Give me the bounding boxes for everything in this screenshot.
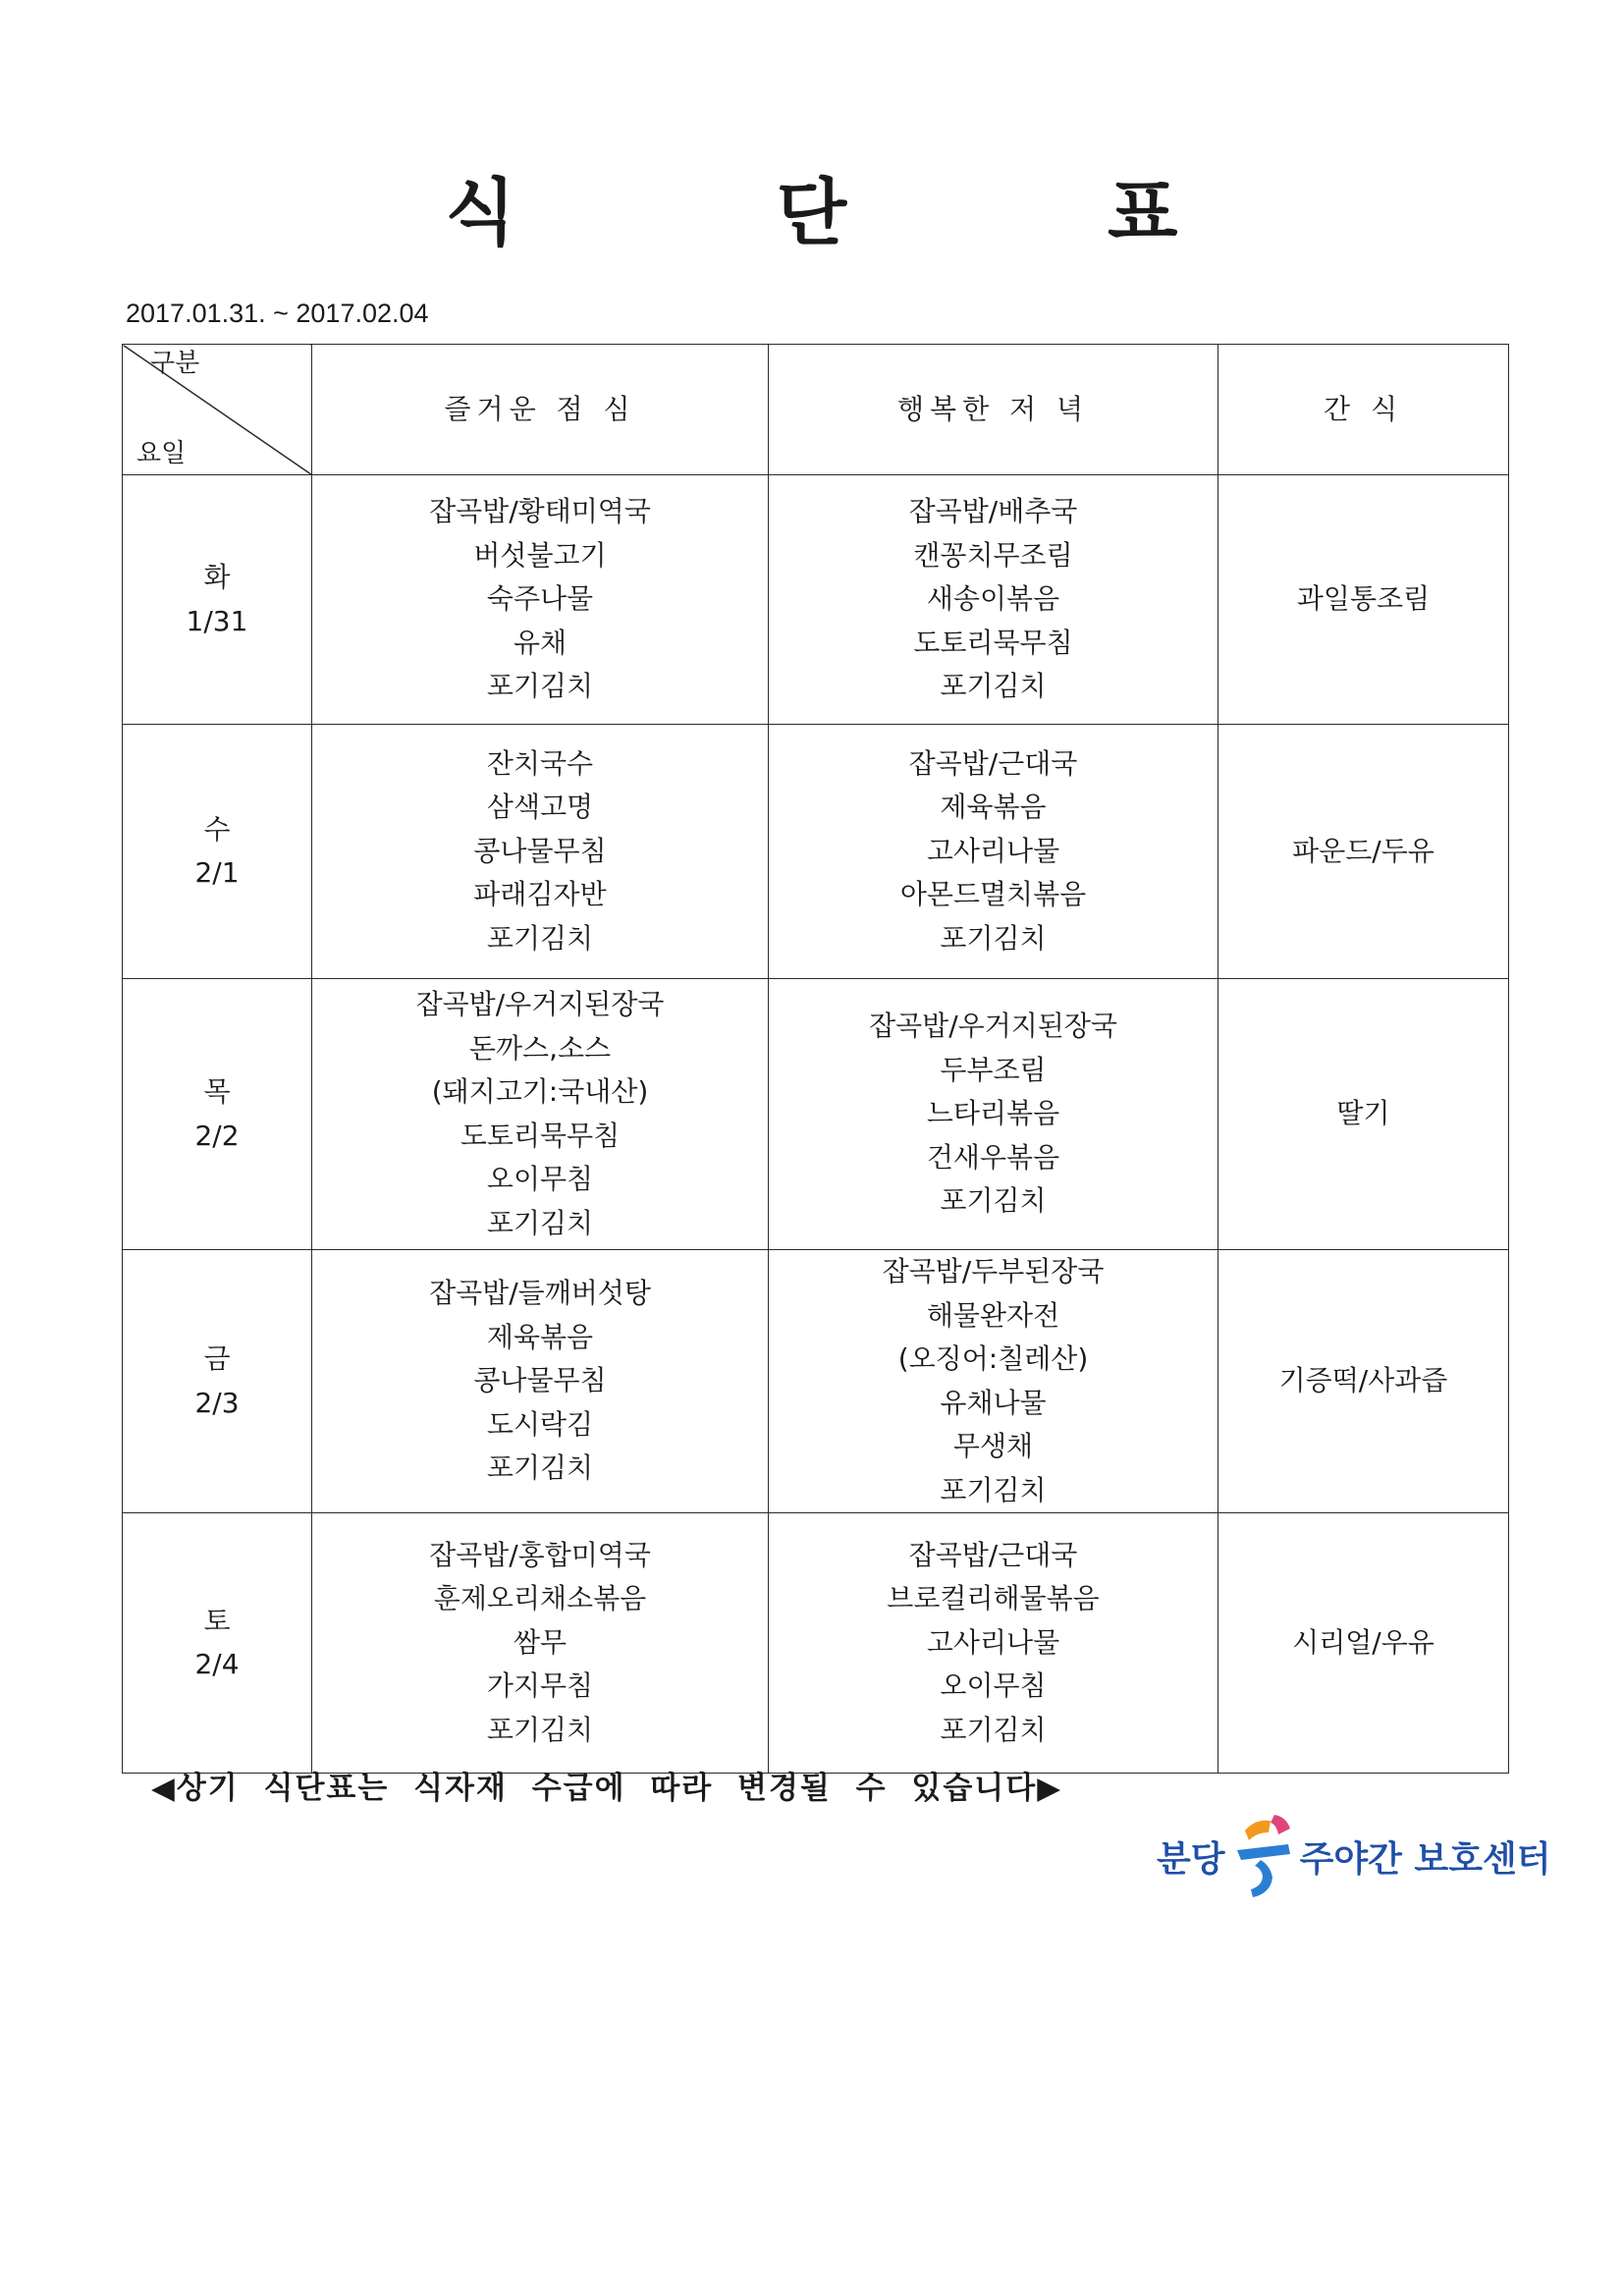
header-category-label: 구분 bbox=[150, 349, 200, 378]
dinner-item: 새송이볶음 bbox=[926, 582, 1060, 616]
snack-cell: 기증떡/사과즙 bbox=[1218, 1250, 1509, 1513]
lunch-cell bbox=[312, 979, 769, 1250]
snack-cell: 시리얼/우유 bbox=[1218, 1513, 1509, 1774]
logo-left-text: 분당 bbox=[1157, 1838, 1225, 1880]
table-row bbox=[123, 979, 1509, 1250]
lunch-item: 포기김치 bbox=[486, 1713, 594, 1746]
day-cell bbox=[123, 725, 312, 979]
day-cell bbox=[123, 475, 312, 725]
snack-cell: 파운드/두유 bbox=[1218, 725, 1509, 979]
date-label: 2/2 bbox=[194, 1119, 240, 1152]
dinner-item: 포기김치 bbox=[940, 1473, 1047, 1506]
lunch-item: (돼지고기:국내산) bbox=[431, 1075, 649, 1108]
lunch-cell bbox=[312, 1250, 769, 1513]
dinner-item: 포기김치 bbox=[940, 921, 1047, 955]
lunch-item: 잔치국수 bbox=[486, 746, 594, 780]
lunch-item: 돈까스,소스 bbox=[468, 1031, 612, 1065]
table-row bbox=[123, 1250, 1509, 1513]
day-cell bbox=[123, 979, 312, 1250]
weekday-label: 화 bbox=[203, 561, 231, 593]
dinner-item: 포기김치 bbox=[940, 670, 1047, 703]
dinner-item: 아몬드멸치볶음 bbox=[899, 878, 1087, 911]
dinner-item: 두부조림 bbox=[940, 1053, 1047, 1086]
header-corner-cell bbox=[123, 345, 312, 475]
weekday-label: 목 bbox=[203, 1075, 231, 1108]
dinner-item: 무생채 bbox=[952, 1430, 1034, 1462]
dinner-item: 오이무침 bbox=[940, 1669, 1047, 1703]
lunch-item: 잡곡밥/홍합미역국 bbox=[429, 1538, 651, 1571]
dinner-cell bbox=[769, 979, 1218, 1250]
lunch-item: 훈제오리채소볶음 bbox=[433, 1582, 647, 1615]
dinner-item: 고사리나물 bbox=[926, 834, 1060, 867]
dinner-item: 느타리볶음 bbox=[926, 1097, 1060, 1130]
dinner-item: 건새우볶음 bbox=[926, 1140, 1060, 1174]
lunch-item: 잡곡밥/들깨버섯탕 bbox=[429, 1277, 651, 1310]
weekday-label: 토 bbox=[203, 1604, 231, 1637]
dinner-item: 도토리묵무침 bbox=[913, 626, 1073, 659]
dinner-item: 잡곡밥/두부된장국 bbox=[882, 1255, 1105, 1287]
center-logo bbox=[1157, 1807, 1551, 1905]
dinner-item: 해물완자전 bbox=[926, 1298, 1060, 1332]
table-row bbox=[123, 1513, 1509, 1774]
dinner-cell bbox=[769, 1513, 1218, 1774]
snack-cell: 딸기 bbox=[1218, 979, 1509, 1250]
lunch-item: 가지무침 bbox=[486, 1669, 594, 1703]
header-snack: 간 식 bbox=[1218, 345, 1509, 475]
weekday-label: 수 bbox=[203, 812, 231, 846]
day-cell bbox=[123, 1250, 312, 1513]
lunch-item: 콩나물무침 bbox=[473, 834, 607, 867]
dinner-item: 제육볶음 bbox=[940, 791, 1047, 824]
dinner-item: 잡곡밥/배추국 bbox=[908, 495, 1078, 528]
dinner-cell bbox=[769, 725, 1218, 979]
header-weekday-label: 요일 bbox=[136, 439, 187, 468]
dinner-cell bbox=[769, 1250, 1218, 1513]
dinner-item: (오징어:칠레산) bbox=[897, 1342, 1089, 1375]
lunch-item: 포기김치 bbox=[486, 670, 594, 703]
lunch-cell bbox=[312, 1513, 769, 1774]
dinner-item: 포기김치 bbox=[940, 1184, 1047, 1218]
table-header-row bbox=[123, 345, 1509, 475]
page-title: 식 단 표 bbox=[445, 171, 1296, 255]
lunch-item: 오이무침 bbox=[486, 1163, 594, 1195]
dinner-item: 잡곡밥/우거지된장국 bbox=[869, 1010, 1117, 1043]
date-label: 2/4 bbox=[194, 1648, 240, 1680]
dinner-item: 브로컬리해물볶음 bbox=[887, 1582, 1100, 1615]
lunch-item: 도시락김 bbox=[486, 1407, 594, 1441]
lunch-item: 유채 bbox=[513, 626, 568, 659]
change-notice: ◀상기 식단표는 식자재 수급에 따라 변경될 수 있습니다▶ bbox=[151, 1771, 1063, 1806]
dinner-item: 잡곡밥/근대국 bbox=[908, 1538, 1078, 1571]
lunch-item: 제육볶음 bbox=[486, 1320, 594, 1353]
header-lunch: 즐거운 점 심 bbox=[312, 345, 769, 475]
logo-stroke-pink bbox=[1271, 1815, 1290, 1834]
lunch-item: 파래김자반 bbox=[473, 878, 607, 911]
lunch-cell bbox=[312, 475, 769, 725]
dinner-item: 잡곡밥/근대국 bbox=[908, 746, 1078, 780]
lunch-item: 잡곡밥/우거지된장국 bbox=[415, 988, 665, 1020]
filial-piety-logo-mark bbox=[1231, 1811, 1296, 1901]
weekday-label: 금 bbox=[203, 1342, 231, 1375]
lunch-cell bbox=[312, 725, 769, 979]
dinner-item: 고사리나물 bbox=[926, 1625, 1060, 1659]
lunch-item: 포기김치 bbox=[486, 1451, 594, 1485]
lunch-item: 포기김치 bbox=[486, 921, 594, 955]
header-dinner: 행복한 저 녁 bbox=[769, 345, 1218, 475]
menu-table bbox=[122, 344, 1509, 1774]
snack-cell: 과일통조림 bbox=[1218, 475, 1509, 725]
lunch-item: 포기김치 bbox=[486, 1206, 594, 1239]
dinner-item: 유채나물 bbox=[940, 1386, 1047, 1419]
date-label: 2/1 bbox=[194, 856, 240, 889]
table-row bbox=[123, 725, 1509, 979]
lunch-item: 숙주나물 bbox=[486, 582, 594, 616]
lunch-item: 쌈무 bbox=[513, 1625, 568, 1659]
date-label: 1/31 bbox=[186, 604, 248, 637]
date-label: 2/3 bbox=[194, 1386, 240, 1419]
dinner-cell bbox=[769, 475, 1218, 725]
table-row bbox=[123, 475, 1509, 725]
dinner-item: 캔꽁치무조림 bbox=[913, 538, 1073, 572]
lunch-item: 삼색고명 bbox=[486, 791, 594, 824]
menu-period: 2017.01.31. ~ 2017.02.04 bbox=[126, 299, 429, 328]
lunch-item: 버섯불고기 bbox=[473, 538, 607, 572]
lunch-item: 잡곡밥/황태미역국 bbox=[429, 495, 651, 528]
dinner-item: 포기김치 bbox=[940, 1713, 1047, 1746]
logo-right-text: 주야간 보호센터 bbox=[1299, 1838, 1551, 1880]
lunch-item: 도토리묵무침 bbox=[460, 1119, 621, 1152]
day-cell bbox=[123, 1513, 312, 1774]
lunch-item: 콩나물무침 bbox=[473, 1364, 607, 1397]
